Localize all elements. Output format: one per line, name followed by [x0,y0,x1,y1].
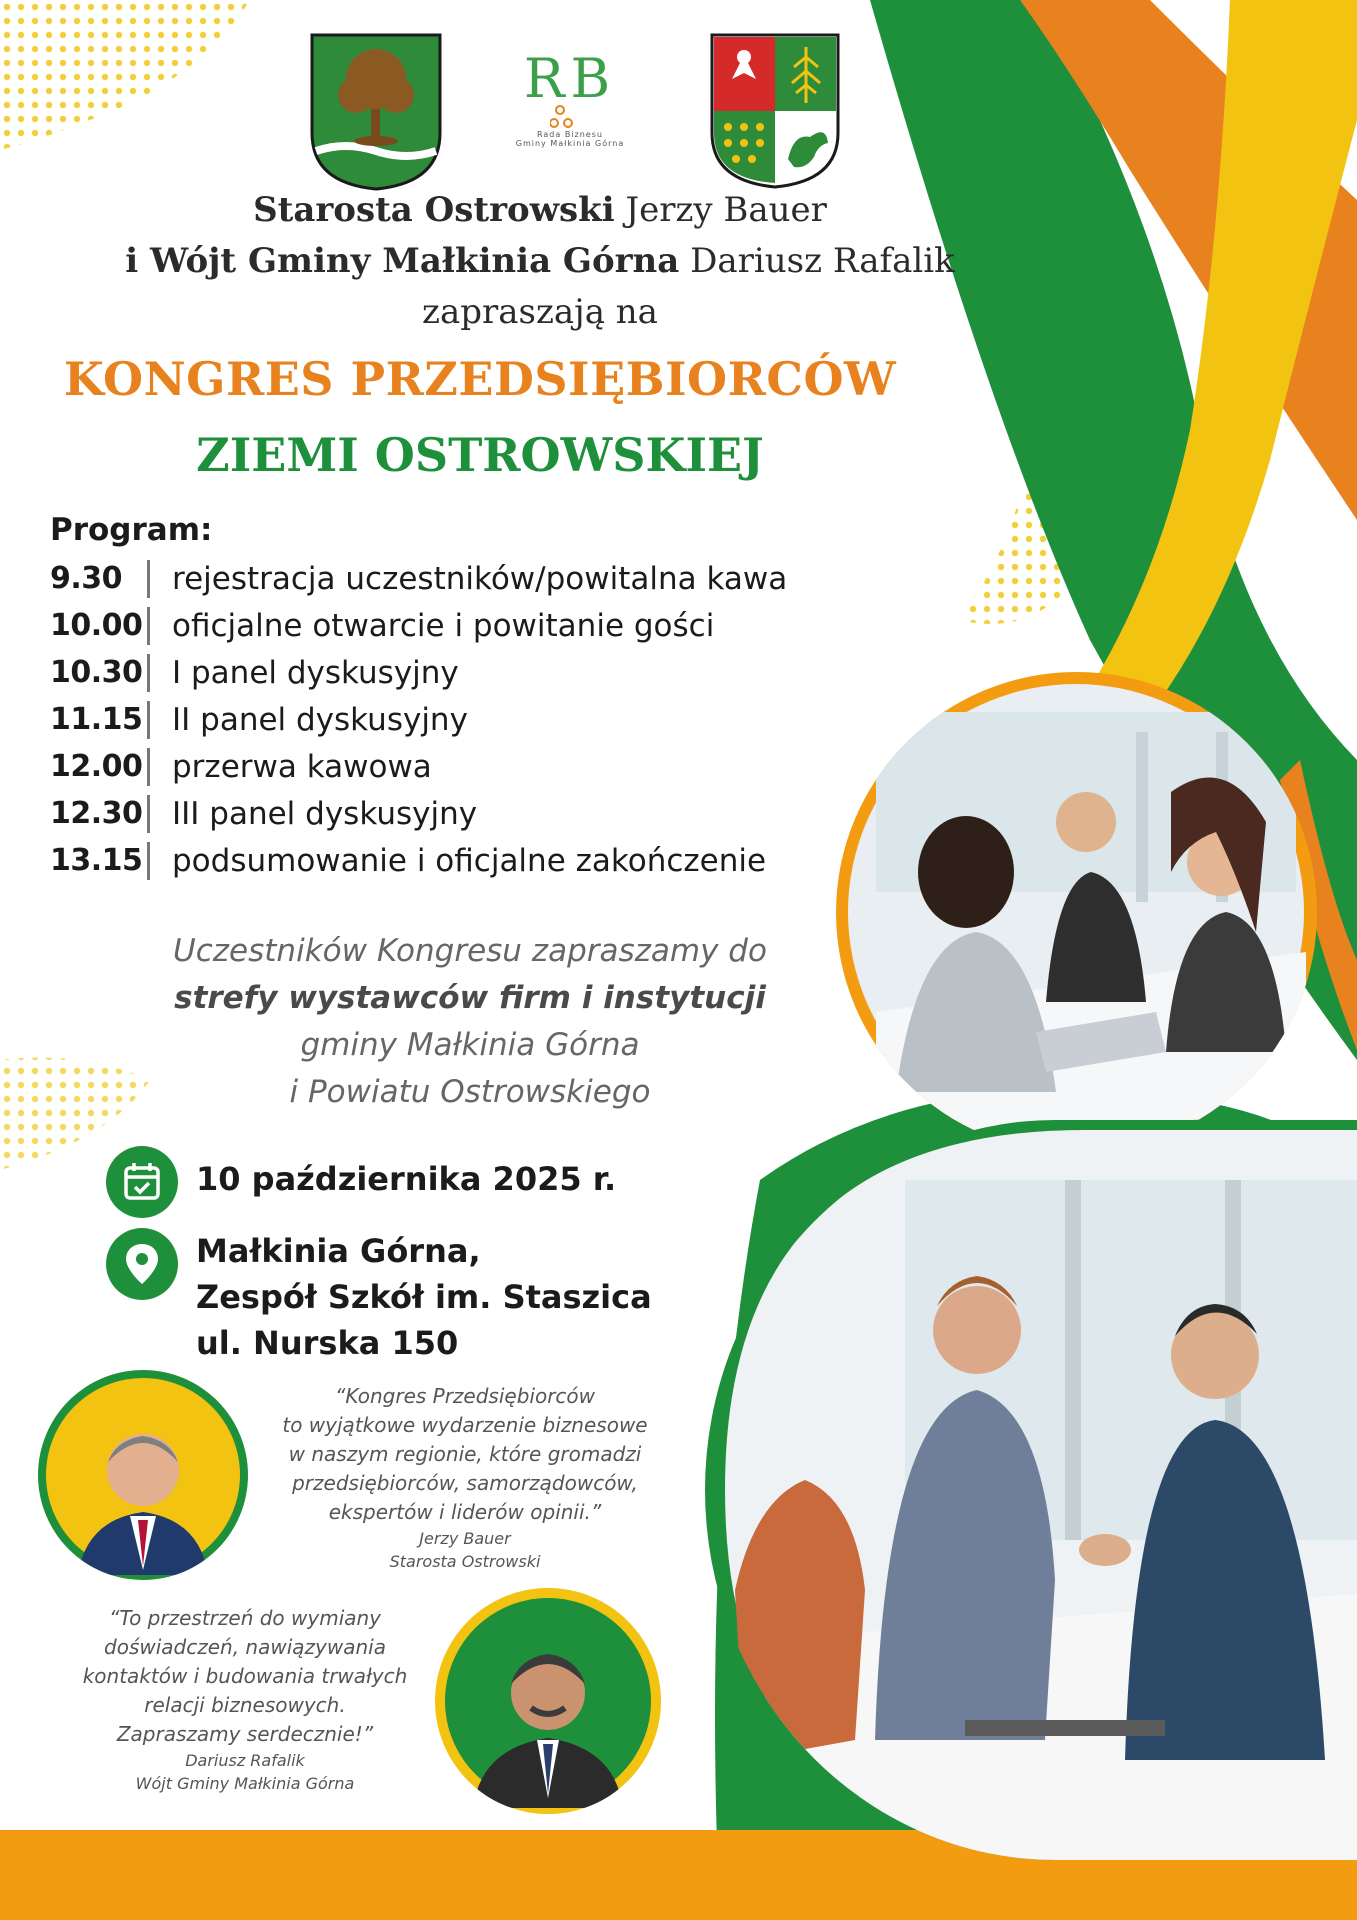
program-item [50,602,787,649]
program-text: II panel dyskusyjny [172,701,468,738]
quote-line: w naszym regionie, które gromadzi [288,1442,642,1466]
event-title-line-2: ZIEMI OSTROWSKIEJ [196,428,764,482]
quote-author-role: Wójt Gminy Małkinia Górna [135,1774,355,1793]
program-label: Program: [50,512,213,548]
program-text: podsumowanie i oficjalne zakończenie [172,842,767,879]
program-time: 13.15 [50,843,143,878]
invite-line-4: i Powiatu Ostrowskiego [289,1074,651,1110]
gmina-coat-of-arms-icon [710,33,840,189]
event-date: 10 października 2025 r. [196,1160,617,1198]
program-divider [147,654,150,692]
rada-biznesu-monogram: RB [523,47,617,110]
program-time: 12.30 [50,796,143,831]
powiat-coat-of-arms-icon [310,33,442,191]
program-item [50,837,787,884]
quote-line: to wyjątkowe wydarzenie biznesowe [282,1413,648,1437]
hosts-block [0,185,1080,338]
quote-line: Zapraszamy serdecznie!” [116,1722,374,1746]
program-text: przerwa kawowa [172,748,432,785]
host1-name: Jerzy Bauer [625,190,827,230]
quote-line: przedsiębiorców, samorządowców, [292,1471,638,1495]
rada-biznesu-sub1: Rada Biznesu [537,130,603,139]
quote-line: “Kongres Przedsiębiorców [334,1384,596,1408]
quote-line: doświadczeń, nawiązywania [104,1635,386,1659]
host2-title: i Wójt Gminy Małkinia Górna [125,241,680,281]
program-divider [147,748,150,786]
program-item [50,743,787,790]
portrait-jerzy-bauer [38,1370,248,1580]
invite-line-3: gminy Małkinia Górna [300,1027,640,1063]
address-line-2: Zespół Szkół im. Staszica [196,1278,652,1316]
program-item [50,555,787,602]
photo-meeting [836,672,1317,1153]
program-text: III panel dyskusyjny [172,795,478,832]
rada-biznesu-sub2: Gminy Małkinia Górna [515,139,625,148]
quote-line: kontaktów i budowania trwałych [82,1664,408,1688]
program-divider [147,842,150,880]
hosts-line-1 [0,185,1080,236]
program-list [50,555,787,884]
quote-author: Dariusz Rafalik [185,1751,305,1770]
invite-line-2: strefy wystawców firm i instytucji [174,980,766,1016]
program-item [50,696,787,743]
exhibitors-invite [60,928,880,1116]
address-line-3: ul. Nurska 150 [196,1324,459,1362]
program-divider [147,560,150,598]
program-divider [147,795,150,833]
event-address [196,1228,652,1366]
program-time: 9.30 [50,561,123,596]
quote-rafalik [45,1604,445,1795]
program-item [50,649,787,696]
event-title-line-1: KONGRES PRZEDSIĘBIORCÓW [63,352,897,406]
host2-name: Dariusz Rafalik [690,241,955,281]
program-text: oficjalne otwarcie i powitanie gości [172,607,715,644]
program-divider [147,607,150,645]
host1-title: Starosta Ostrowski [253,190,615,230]
program-text: I panel dyskusyjny [172,654,459,691]
hosts-invite: zapraszają na [422,292,658,332]
program-time: 11.15 [50,702,143,737]
location-pin-icon [106,1228,178,1300]
quote-line: “To przestrzeń do wymiany [108,1606,382,1630]
program-time: 10.30 [50,655,143,690]
program-text: rejestracja uczestników/powitalna kawa [172,560,788,597]
dot-pattern-top-left [0,0,250,150]
invite-line-1: Uczestników Kongresu zapraszamy do [173,933,767,969]
hosts-line-2 [0,236,1080,287]
quote-line: ekspertów i liderów opinii.” [328,1500,602,1524]
program-time: 10.00 [50,608,143,643]
program-divider [147,701,150,739]
calendar-icon [106,1146,178,1218]
rada-biznesu-logo [500,48,640,178]
quote-author-role: Starosta Ostrowski [389,1552,541,1571]
quote-author: Jerzy Bauer [419,1529,511,1548]
quote-line: relacji biznesowych. [144,1693,346,1717]
program-time: 12.00 [50,749,143,784]
quote-bauer [255,1382,675,1573]
program-item [50,790,787,837]
address-line-1: Małkinia Górna, [196,1232,481,1270]
portrait-dariusz-rafalik [435,1588,661,1814]
